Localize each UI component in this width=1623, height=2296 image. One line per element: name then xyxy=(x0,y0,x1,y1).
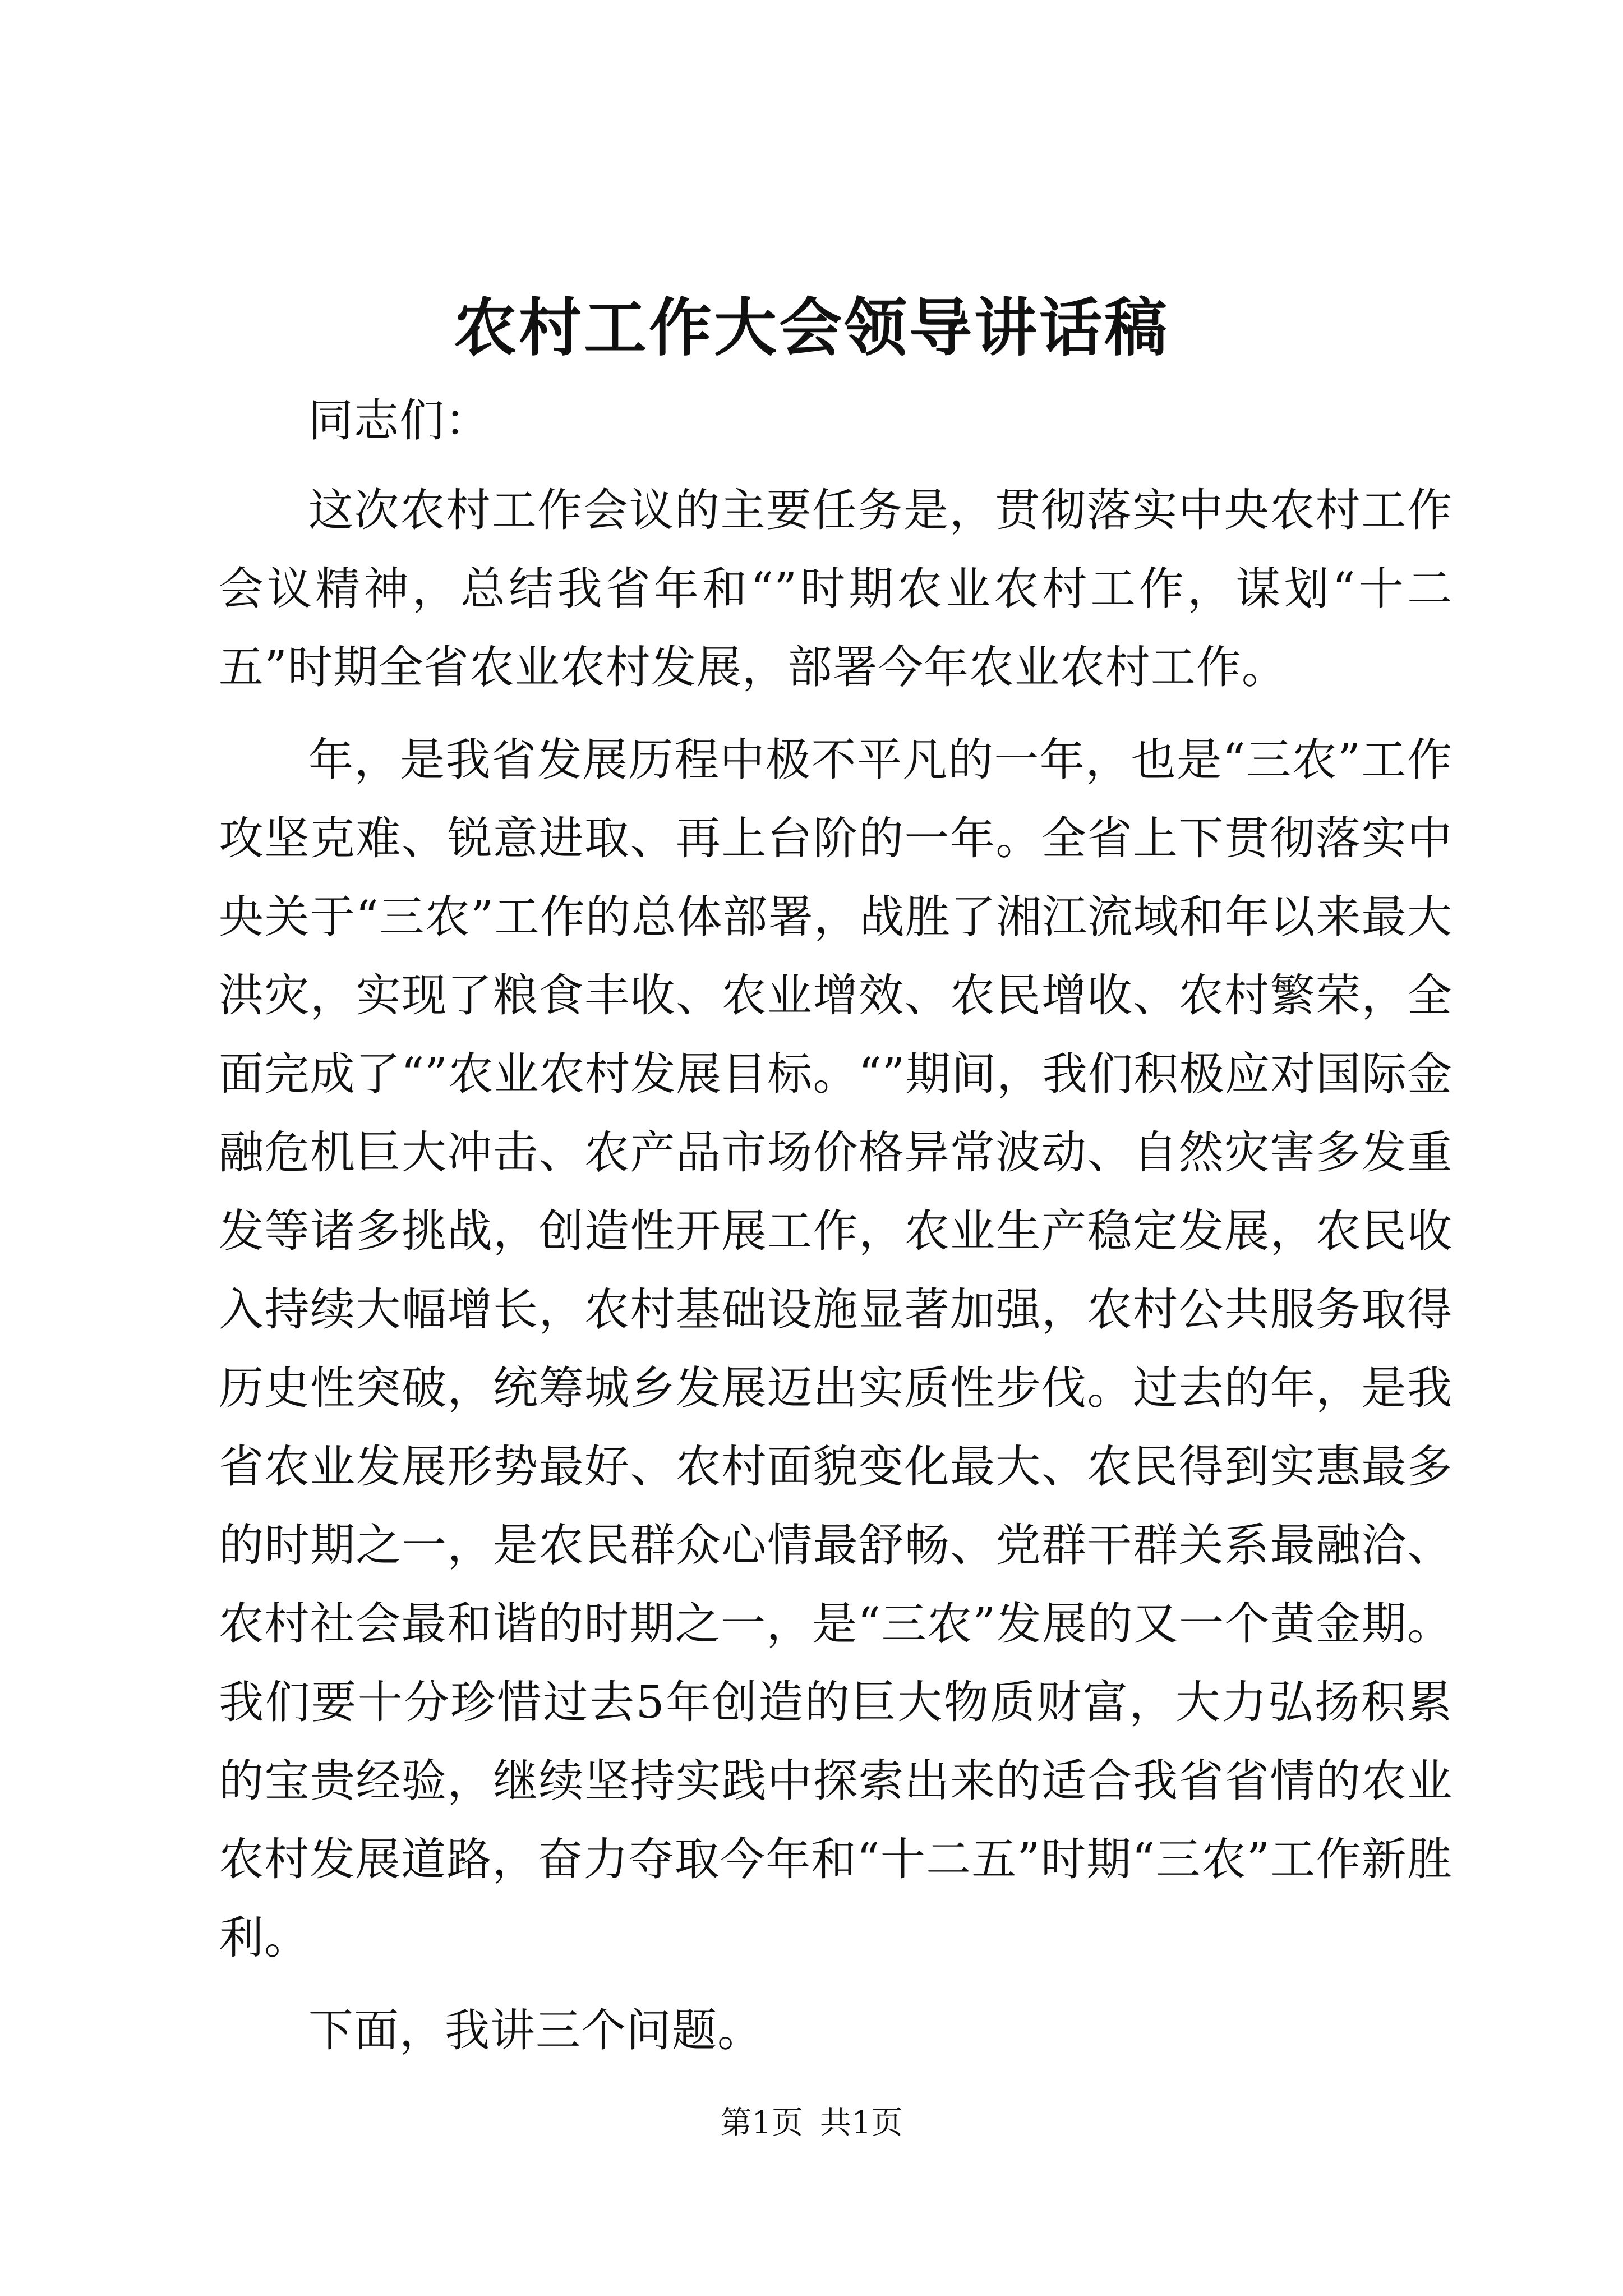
page-number: 第1页 xyxy=(720,2105,803,2141)
paragraph: 年，是我省发展历程中极不平凡的一年，也是“三农”工作攻坚克难、锐意进取、再上台阶的一年。全省上下贯彻落实中央关于“三农”工作的总体部署，战胜了湘江流域和年以来最大洪灾，实现了粮食丰收、农业增效、农民增收、农村繁荣，全面完成了“”农业农村发展目标。“”期间，我们积极应对国际金融危机巨大冲击、农产品市场价格异常波动、自然灾害多发重发等诸多挑战，创造性开展工作，农业生产稳定发展，农民收入持续大幅增长，农村基础设施显著加强，农村公共服务取得历史性突破，统筹城乡发展迈出实质性步伐。过去的年，是我省农业发展形势最好、农村面貌变化最大、农民得到实惠最多的时期之一，是农民群众心情最舒畅、党群干群关系最融洽、农村社会最和谐的时期之一，是“三农”发展的又一个黄金期。我们要十分珍惜过去5年创造的巨大物质财富，大力弘扬积累的宝贵经验，继续坚持实践中探索出来的适合我省省情的农业农村发展道路，奋力夺取今年和“十二五”时期“三农”工作新胜利。 xyxy=(219,734,1453,1964)
page-footer xyxy=(0,2101,1623,2146)
document-body xyxy=(219,381,1453,2070)
paragraph: 这次农村工作会议的主要任务是，贯彻落实中央农村工作会议精神，总结我省年和“”时期农业农村工作，谋划“十二五”时期全省农业农村发展，部署今年农业农村工作。 xyxy=(219,484,1453,693)
paragraph: 下面，我讲三个问题。 xyxy=(308,2004,763,2056)
page-count: 共1页 xyxy=(820,2105,903,2141)
salutation: 同志们： xyxy=(308,394,490,447)
document-title: 农村工作大会领导讲话稿 xyxy=(454,291,1169,365)
